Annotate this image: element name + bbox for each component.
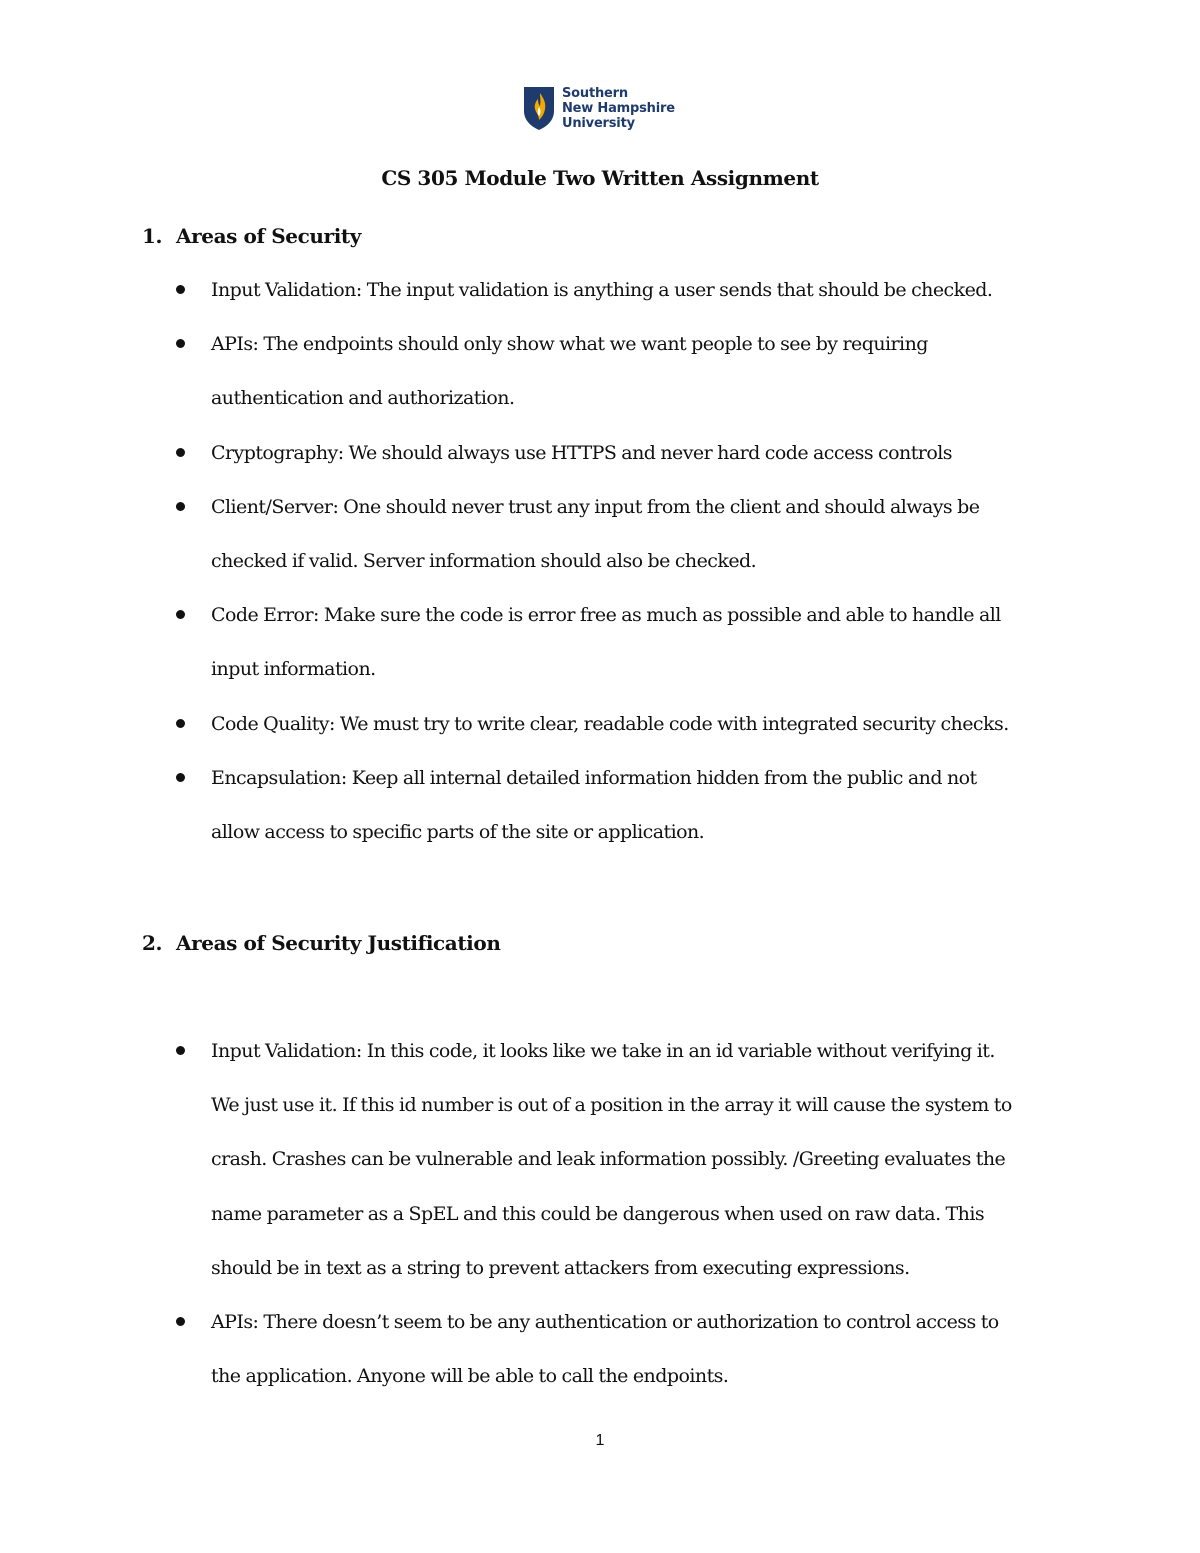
list-item <box>174 1295 1074 1403</box>
bullet-icon <box>176 773 185 782</box>
bullet-icon <box>176 1317 185 1326</box>
list-item-line: Client/Server: One should never trust any input from the client and should always be <box>211 495 980 518</box>
bullet-icon <box>176 1046 185 1055</box>
bullet-icon <box>176 448 185 457</box>
page-number: 1 <box>595 1432 605 1449</box>
bullet-list-1 <box>174 263 1074 859</box>
flame-shield-icon <box>522 85 556 131</box>
bullet-icon <box>176 285 185 294</box>
list-item <box>174 317 1074 425</box>
section-number: 2. <box>142 931 163 955</box>
section-heading-1 <box>142 224 361 248</box>
list-item-line: checked if valid. Server information should also be checked. <box>211 550 757 573</box>
list-item-line: Input Validation: The input validation is anything a user sends that should be checked. <box>211 279 993 301</box>
list-item <box>174 480 1074 588</box>
list-item <box>174 263 1074 317</box>
list-item-line: APIs: The endpoints should only show what we want people to see by requiring <box>211 333 928 356</box>
bullet-icon <box>176 502 185 511</box>
logo-line-2: New Hampshire <box>562 100 675 116</box>
page-title: CS 305 Module Two Written Assignment <box>381 166 819 190</box>
section-title: Areas of Security Justification <box>176 931 501 955</box>
list-item <box>174 426 1074 480</box>
list-item <box>174 697 1074 751</box>
list-item-line: Code Quality: We must try to write clear, readable code with integrated security checks. <box>211 712 1009 735</box>
list-item <box>174 588 1074 696</box>
list-item-line: the application. Anyone will be able to call the endpoints. <box>211 1365 729 1388</box>
list-item-line: Cryptography: We should always use HTTPS and never hard code access controls <box>211 441 952 464</box>
bullet-icon <box>176 610 185 619</box>
list-item-line: crash. Crashes can be vulnerable and leak information possibly. /Greeting evaluates the <box>211 1148 1006 1171</box>
logo-wordmark <box>562 86 675 131</box>
list-item-line: name parameter as a SpEL and this could be dangerous when used on raw data. This <box>211 1202 985 1225</box>
list-item-line: Code Error: Make sure the code is error free as much as possible and able to handle all <box>211 604 1001 627</box>
section-title: Areas of Security <box>176 224 361 248</box>
bullet-icon <box>176 339 185 348</box>
list-item-line: We just use it. If this id number is out of a position in the array it will cause the system to <box>211 1094 1012 1117</box>
list-item-line: authentication and authorization. <box>211 387 515 410</box>
list-item-line: Encapsulation: Keep all internal detailed information hidden from the public and not <box>211 766 977 789</box>
logo-line-3: University <box>562 115 635 131</box>
section-number: 1. <box>142 224 163 248</box>
list-item-line: input information. <box>211 658 376 681</box>
list-item <box>174 1024 1074 1295</box>
list-item-line: allow access to specific parts of the site or application. <box>211 821 705 844</box>
bullet-icon <box>176 719 185 728</box>
bullet-list-2 <box>174 1024 1074 1403</box>
section-heading-2 <box>142 931 500 955</box>
list-item-line: Input Validation: In this code, it looks like we take in an id variable without verifying it. <box>211 1040 995 1062</box>
list-item-line: APIs: There doesn’t seem to be any authentication or authorization to control access to <box>211 1311 999 1334</box>
list-item <box>174 751 1074 859</box>
university-logo <box>522 84 675 132</box>
list-item-line: should be in text as a string to prevent attackers from executing expressions. <box>211 1256 910 1279</box>
logo-line-1: Southern <box>562 85 628 101</box>
